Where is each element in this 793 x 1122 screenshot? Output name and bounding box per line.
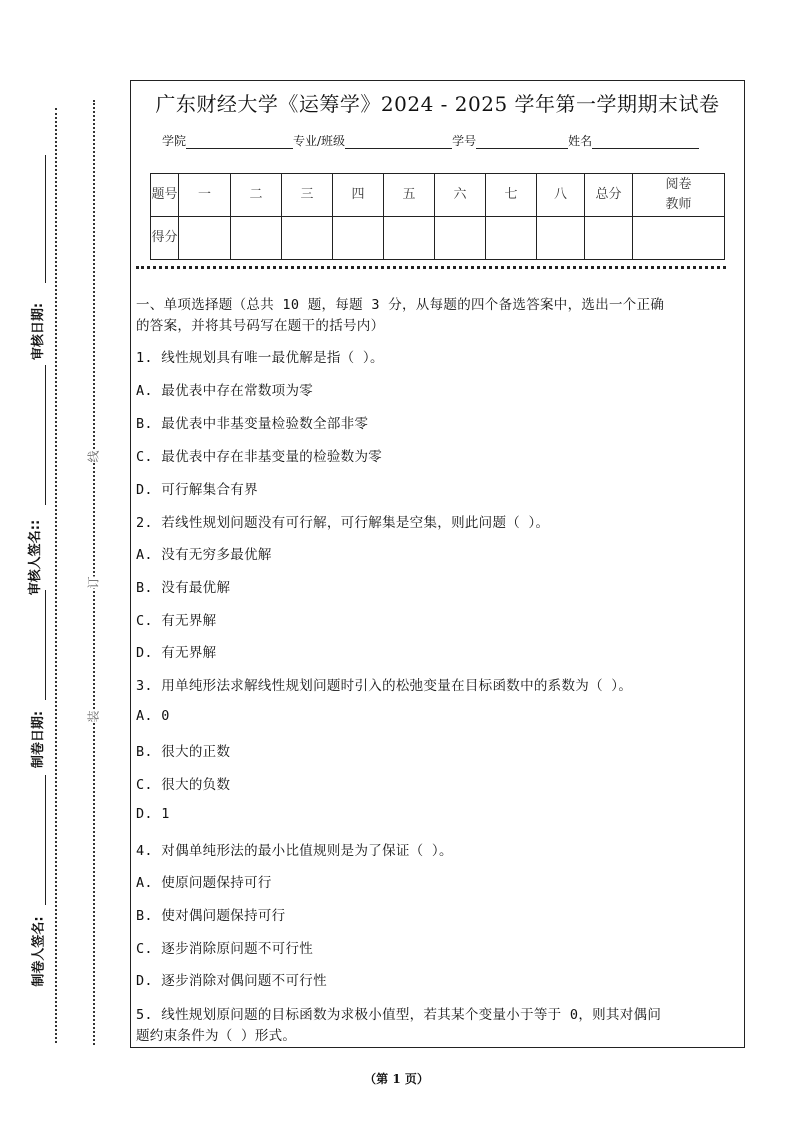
review-date-line [45, 155, 46, 283]
score-cell[interactable] [537, 217, 585, 260]
question-line: 题约束条件为（ ）形式。 [136, 1028, 297, 1044]
page-number: （第 1 页） [364, 1072, 429, 1086]
question-line: D. 逐步消除对偶问题不可行性 [136, 973, 327, 989]
make-date-top-line [45, 590, 46, 700]
question-line: A. 使原问题保持可行 [136, 875, 272, 891]
score-table-header-row [151, 174, 725, 217]
header-cell: 八 [537, 174, 585, 217]
score-cell[interactable] [179, 217, 231, 260]
student-info-row [162, 132, 699, 149]
question-line: D. 有无界解 [136, 645, 217, 661]
name-label: 姓名 [568, 134, 593, 148]
header-cell: 阅卷教师 [633, 174, 725, 217]
question-line: 一、单项选择题（总共 10 题，每题 3 分，从每题的四个备选答案中，选出一个正确 [136, 297, 665, 313]
question-line: 1. 线性规划具有唯一最优解是指（ ）。 [136, 350, 384, 366]
question-line: 4. 对偶单纯形法的最小比值规则是为了保证（ ）。 [136, 843, 453, 859]
question-line: B. 没有最优解 [136, 580, 231, 596]
header-cell: 四 [333, 174, 384, 217]
bind-mark-line: 线 [83, 450, 104, 462]
score-row [151, 217, 725, 260]
question-line: C. 最优表中存在非基变量的检验数为零 [136, 449, 383, 465]
question-line: 5. 线性规划原问题的目标函数为求极小值型，若其某个变量小于等于 0，则其对偶问 [136, 1007, 662, 1023]
score-cell[interactable] [585, 217, 633, 260]
question-line: A. 最优表中存在常数项为零 [136, 383, 314, 399]
question-line: 的答案，并将其号码写在题干的括号内） [136, 318, 385, 334]
header-cell: 二 [231, 174, 282, 217]
name-field[interactable] [592, 135, 699, 149]
bind-mark-pack: 装 [83, 710, 104, 722]
score-label: 得分 [151, 217, 179, 260]
question-line: D. 可行解集合有界 [136, 482, 258, 498]
college-label: 学院 [162, 134, 187, 148]
student-id-field[interactable] [476, 135, 568, 149]
college-field[interactable] [186, 135, 293, 149]
score-cell[interactable] [231, 217, 282, 260]
make-date-line [45, 775, 46, 905]
student-id-label: 学号 [452, 134, 477, 148]
question-line: A. 没有无穷多最优解 [136, 547, 272, 563]
header-cell: 六 [435, 174, 486, 217]
exam-title: 广东财经大学《运筹学》2024 - 2025 学年第一学期期末试卷 [155, 92, 720, 116]
reviewer-line [45, 365, 46, 505]
score-cell[interactable] [486, 217, 537, 260]
review-date-label: 审核日期: [31, 302, 47, 361]
question-line: B. 使对偶问题保持可行 [136, 908, 286, 924]
header-cell: 五 [384, 174, 435, 217]
binding-dotted-line-outer [55, 108, 57, 1043]
major-label: 专业/班级 [293, 134, 346, 148]
score-cell[interactable] [282, 217, 333, 260]
make-date-label: 制卷日期: [31, 710, 47, 769]
score-cell[interactable] [384, 217, 435, 260]
question-line: C. 有无界解 [136, 613, 217, 629]
question-line: 2. 若线性规划问题没有可行解，可行解集是空集，则此问题（ ）。 [136, 515, 550, 531]
bind-mark-order: 订 [83, 576, 104, 588]
question-line: 3. 用单纯形法求解线性规划问题时引入的松弛变量在目标函数中的系数为（ ）。 [136, 678, 633, 694]
question-line: A. 0 [136, 708, 170, 724]
score-table [150, 173, 725, 260]
header-cell: 题号 [151, 174, 179, 217]
score-cell[interactable] [333, 217, 384, 260]
header-cell: 一 [179, 174, 231, 217]
score-cell[interactable] [633, 217, 725, 260]
score-cell[interactable] [435, 217, 486, 260]
question-line: D. 1 [136, 806, 170, 822]
header-cell: 七 [486, 174, 537, 217]
reviewer-signature-label: 审核人签名:: [28, 519, 44, 596]
question-line: C. 很大的负数 [136, 777, 231, 793]
maker-signature-label: 制卷人签名: [31, 916, 47, 987]
header-cell: 三 [282, 174, 333, 217]
major-field[interactable] [345, 135, 452, 149]
binding-dotted-line-inner [93, 100, 95, 1045]
question-line: B. 很大的正数 [136, 744, 231, 760]
question-line: C. 逐步消除原问题不可行性 [136, 941, 314, 957]
question-line: B. 最优表中非基变量检验数全部非零 [136, 416, 369, 432]
header-cell: 总分 [585, 174, 633, 217]
section-divider [136, 266, 726, 269]
